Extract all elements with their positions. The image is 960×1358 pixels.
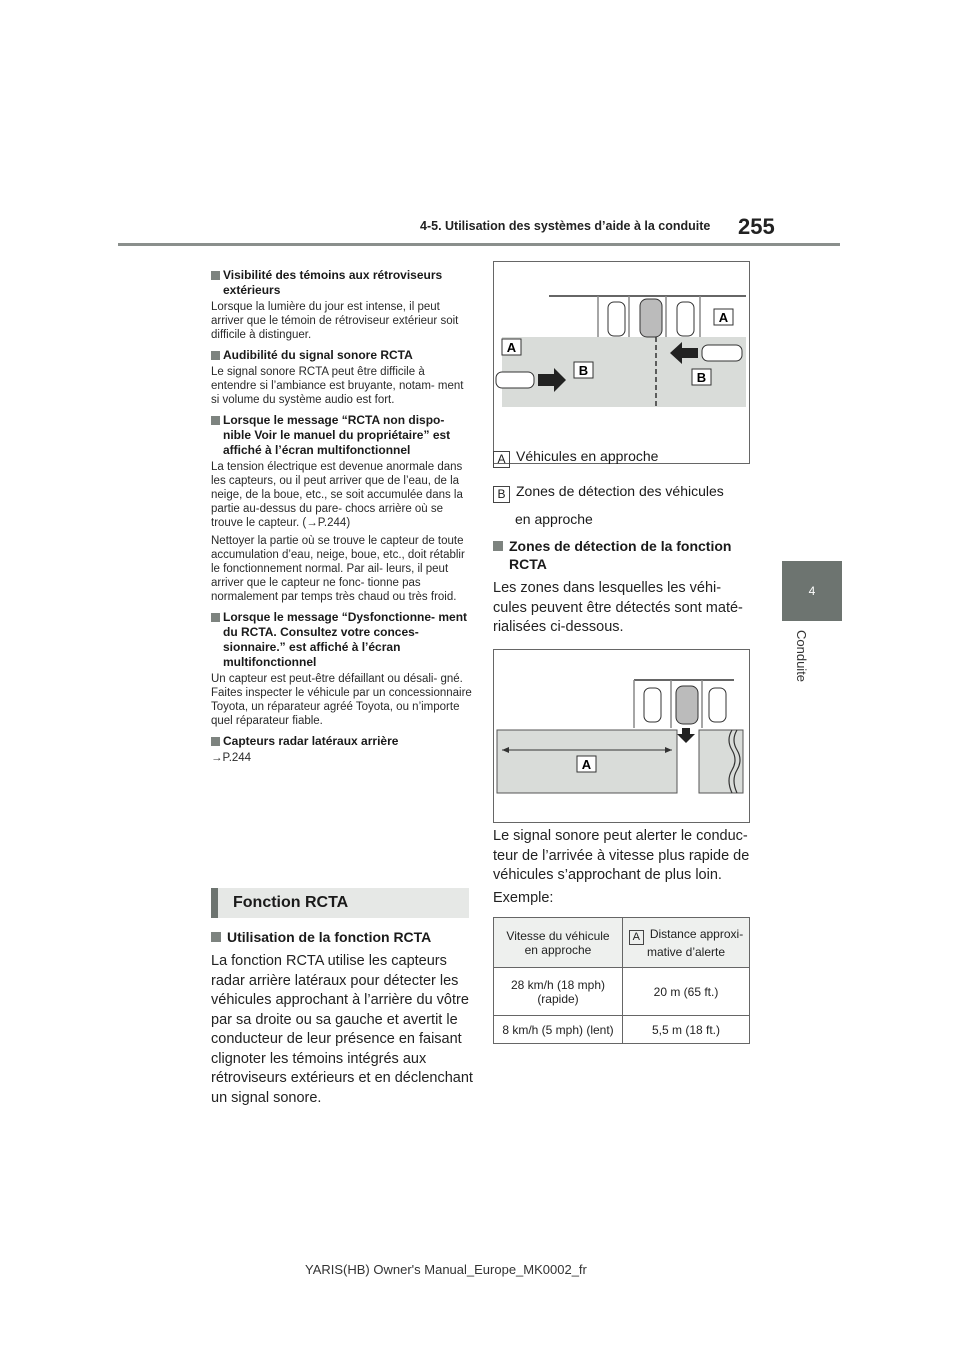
approaching-car-right	[702, 345, 742, 361]
own-car	[676, 686, 698, 724]
header-line: mative d’alerte	[646, 944, 726, 959]
section-paragraph: Un capteur est peut-être défaillant ou désali- gné. Faites inspecter le véhicule par un concessionnaire Toyota, un réparateur agréé Toyota, ou n’importe quel réparateur fiable.	[211, 673, 472, 727]
legend-key: B	[493, 486, 510, 503]
header-line: Distance approxi-	[649, 926, 744, 941]
chapter-tab	[782, 561, 842, 621]
page-reference-link[interactable]: →P.244	[211, 752, 252, 764]
table-cell-speed	[494, 968, 623, 1016]
chapter-label: Conduite	[794, 630, 809, 683]
table-row	[494, 1016, 750, 1044]
label-b: B	[578, 363, 589, 378]
legend-b	[493, 482, 724, 503]
fonction-rcta-heading-box	[211, 888, 469, 918]
detection-zone-svg	[494, 650, 749, 822]
legend-b-continuation: en approche	[515, 511, 593, 527]
table-header-row	[494, 918, 750, 968]
footer-manual-id: YARIS(HB) Owner's Manual_Europe_MK0002_fr	[305, 1262, 587, 1277]
zones-text: Les zones dans lesquelles les véhi- cules peuvent être détectés sont maté- rialisées ci-dessous.	[493, 580, 743, 635]
section-rcta-non-disponible	[211, 413, 473, 604]
detection-zone-diagram	[493, 649, 750, 823]
section-visibilite	[211, 268, 473, 342]
header-line-with-key	[624, 927, 748, 945]
zones-section	[493, 537, 753, 638]
table-row	[494, 968, 750, 1016]
parked-car	[608, 302, 625, 336]
header-divider	[118, 243, 840, 246]
section-paragraph: Le signal sonore RCTA peut être difficile à entendre si l’ambiance est bruyante, notam- ment si volume du système audio est fort.	[211, 366, 464, 406]
section-paragraph: Lorsque la lumière du jour est intense, il peut arriver que le témoin de rétroviseur extérieur soit difficile à distinguer.	[211, 301, 459, 341]
section-paragraph: La tension électrique est devenue anormale dans les capteurs, ou il peut arriver que de l’eau, de la neige, de la boue, etc., se soit accumulée dans la partie au-dessus du pare- chocs arrière où se trouve le capteur. (→P.244)	[211, 461, 463, 529]
detection-zone-right	[699, 730, 743, 793]
section-heading: Lorsque le message “Dysfonctionne- ment du RCTA. Consultez votre conces- sionnaire.” est affiché à l’écran multifonctionnel	[211, 610, 473, 670]
label-a: A	[581, 757, 592, 772]
page-number: 255	[738, 214, 775, 239]
section-audibilite	[211, 348, 473, 407]
signal-text: Le signal sonore peut alerter le conduc- teur de l’arrivée à vitesse plus rapide de véhicules s’approchant de plus loin.	[493, 828, 750, 883]
section-capteurs-radar	[211, 734, 473, 765]
section-heading: Visibilité des témoins aux rétroviseurs extérieurs	[211, 268, 473, 298]
header-section-title: 4-5. Utilisation des systèmes d’aide à la conduite	[420, 219, 711, 233]
own-car	[640, 299, 662, 337]
legend-key: A	[493, 451, 510, 468]
header-line: en approche	[524, 942, 592, 957]
table-cell-distance: 5,5 m (18 ft.)	[623, 1016, 750, 1044]
section-paragraph: Nettoyer la partie où se trouve le capteur de toute accumulation d’eau, neige, boue, etc., doit rétablir le fonctionnement normal. Par ail- leurs, il peut arriver que le capteur ne fonc- tionne pas normalement par temps très chaud ou très froid.	[211, 535, 465, 603]
table-cell-distance: 20 m (65 ft.)	[623, 968, 750, 1016]
exemple-label: Exemple:	[493, 890, 554, 906]
parked-car	[644, 688, 661, 722]
label-a: A	[718, 310, 729, 325]
utilisation-section	[211, 928, 473, 1108]
rcta-diagram-svg	[494, 262, 749, 463]
cell-line: 28 km/h (18 mph)	[510, 977, 606, 992]
arrow-down-icon	[677, 728, 695, 743]
label-b: B	[696, 370, 707, 385]
header-key: A	[629, 930, 644, 945]
approaching-car-left	[496, 372, 534, 388]
section-heading: Capteurs radar latéraux arrière	[211, 734, 473, 749]
left-column	[211, 268, 473, 771]
chapter-number: 4	[808, 584, 816, 598]
table-header-speed	[494, 918, 623, 968]
zones-heading: Zones de détection de la fonction RCTA	[493, 537, 753, 573]
section-dysfonctionnement	[211, 610, 473, 728]
table-cell-speed: 8 km/h (5 mph) (lent)	[494, 1016, 623, 1044]
legend-a	[493, 447, 658, 468]
label-a: A	[506, 340, 517, 355]
table-header-distance	[623, 918, 750, 968]
parked-car	[677, 302, 694, 336]
cell-line: (rapide)	[537, 991, 579, 1006]
legend-text: Zones de détection des véhicules	[516, 483, 724, 499]
rcta-diagram	[493, 261, 750, 464]
section-heading: Lorsque le message “RCTA non dispo- nible Voir le manuel du propriétaire” est affiché à l’écran multifonctionnel	[211, 413, 473, 458]
parked-car	[709, 688, 726, 722]
fonction-rcta-title: Fonction RCTA	[233, 894, 349, 911]
speed-distance-table	[493, 917, 750, 1044]
header-line: Vitesse du véhicule	[506, 928, 610, 943]
utilisation-heading: Utilisation de la fonction RCTA	[211, 928, 473, 946]
legend-text: Véhicules en approche	[516, 448, 659, 464]
section-heading: Audibilité du signal sonore RCTA	[211, 348, 473, 363]
utilisation-text: La fonction RCTA utilise les capteurs radar arrière latéraux pour détecter les véhicules approchant à l’arrière du vôtre par sa droite ou sa gauche et avertit le conducteur de leur présence en faisant clignoter les témoins intégrés aux rétroviseurs extérieurs et en déclenchant un signal sonore.	[211, 953, 473, 1106]
